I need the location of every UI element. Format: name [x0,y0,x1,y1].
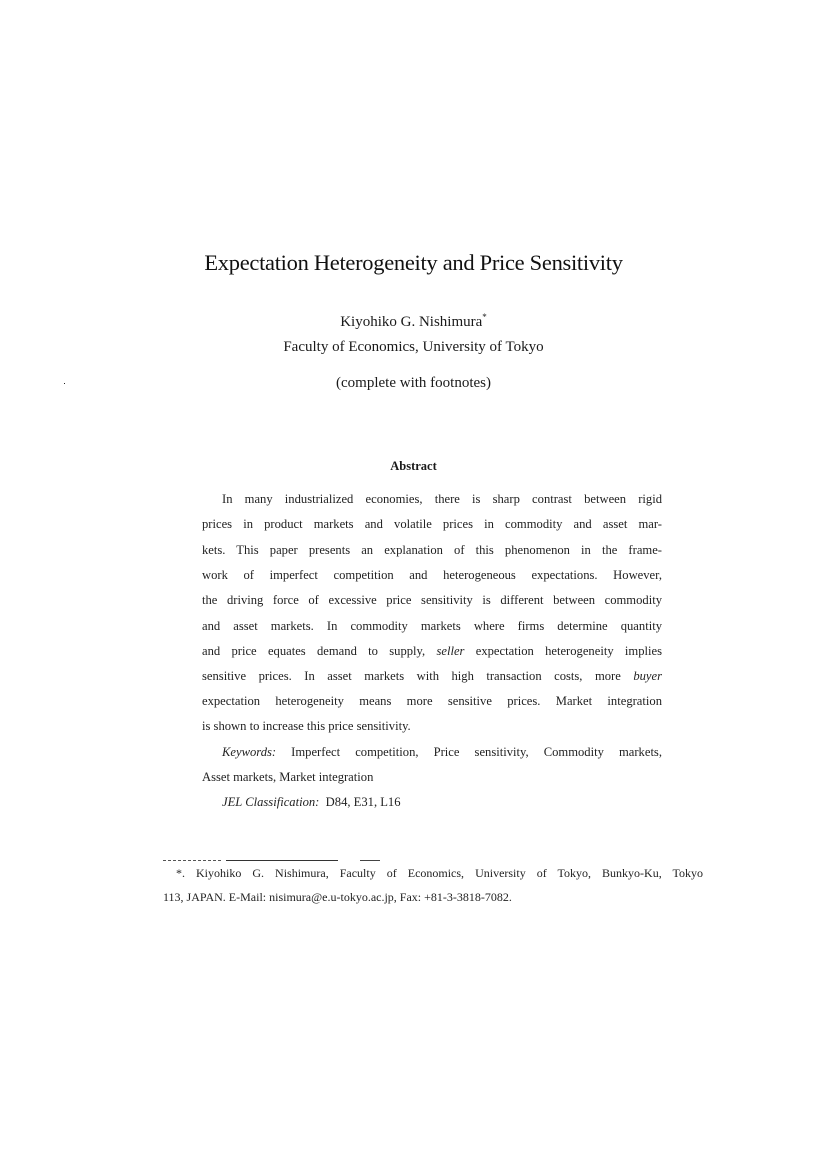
emphasis-seller: seller [436,644,465,658]
abstract-line: expectation heterogeneity means more sensitive prices. Market integration [202,694,662,708]
author-name-text: Kiyohiko G. Nishimura [340,314,483,330]
abstract-line [202,668,662,684]
jel-codes: D84, E31, L16 [319,795,401,809]
abstract-line: work of imperfect competition and heterogeneous expectations. However, [202,568,662,582]
footnote-text: Kiyohiko G. Nishimura, Faculty of Economics, University of Tokyo, Bunkyo-Ku, Tokyo [185,866,703,880]
abstract-line [202,643,662,659]
jel-label: JEL Classification: [222,795,320,809]
abstract-text: and price equates demand to supply, [202,644,437,658]
abstract-heading: Abstract [390,459,437,473]
jel-classification [222,794,662,810]
footnote-mark: *. [176,866,185,880]
scan-speck [64,383,65,384]
abstract-line: and asset markets. In commodity markets where firms determine quantity [202,619,662,633]
abstract-line: kets. This paper presents an explanation of this phenomenon in the frame- [202,543,662,557]
abstract-line: is shown to increase this price sensitivity. [202,719,411,733]
author-affiliation: Faculty of Economics, University of Tokyo [283,339,544,355]
paper-title: Expectation Heterogeneity and Price Sensitivity [204,250,623,275]
keywords-line: Asset markets, Market integration [202,770,374,784]
keywords-label: Keywords: [222,745,277,759]
abstract-line: the driving force of excessive price sensitivity is different between commodity [202,593,662,607]
author-name [0,312,827,331]
version-note: (complete with footnotes) [336,375,491,391]
footnote-rule [163,860,221,862]
footnote-rule [226,860,338,861]
footnote-rule [360,860,380,861]
footnote-line [176,865,703,881]
abstract-text: sensitive prices. In asset markets with high transaction costs, more [202,669,634,683]
abstract-line: In many industrialized economies, there is sharp contrast between rigid [222,492,662,506]
emphasis-buyer: buyer [633,669,662,683]
footnote-marker: * [482,312,487,322]
abstract-text: expectation heterogeneity implies [464,644,662,658]
keywords-line [222,744,662,760]
footnote-line: 113, JAPAN. E-Mail: nisimura@e.u-tokyo.ac.jp, Fax: +81-3-3818-7082. [163,890,512,904]
keywords-text: Imperfect competition, Price sensitivity, Commodity markets, [276,745,662,759]
abstract-line: prices in product markets and volatile prices in commodity and asset mar- [202,517,662,531]
